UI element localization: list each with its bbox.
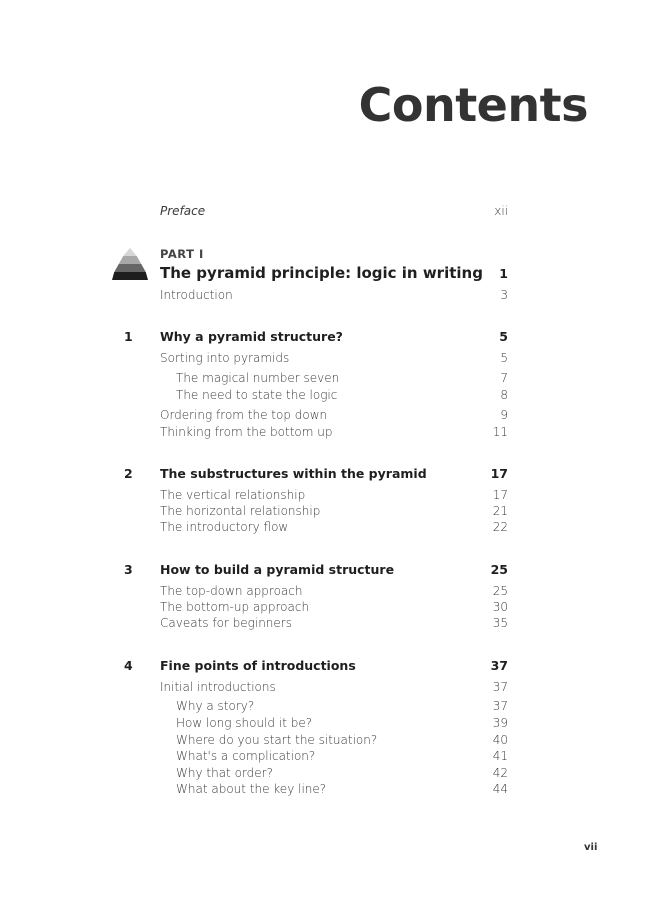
toc-entry-label: Why a story? (176, 699, 255, 713)
toc-entry-label: What about the key line? (176, 782, 327, 796)
toc-entry-page: 17 (492, 488, 508, 502)
toc-entry-page: 22 (492, 520, 508, 534)
toc-entry-page: 25 (492, 584, 508, 598)
toc-entry-page: 3 (500, 288, 508, 302)
toc-entry-label: The introductory flow (160, 520, 289, 534)
toc-entry[interactable] (176, 765, 508, 781)
chapter-number: 4 (124, 658, 133, 673)
chapter-title: The substructures within the pyramid (160, 466, 427, 481)
toc-entry-page: 5 (500, 351, 508, 365)
toc-entry[interactable] (176, 748, 508, 764)
toc-entry[interactable] (176, 387, 508, 403)
toc-entry-page: 9 (500, 408, 508, 422)
toc-chapter-2[interactable] (160, 466, 508, 482)
toc-entry-label: How long should it be? (176, 716, 313, 730)
toc-entry[interactable] (176, 732, 508, 748)
chapter-page: 17 (490, 466, 508, 481)
toc-entry-page: 37 (492, 680, 508, 694)
toc-entry-page: 37 (492, 699, 508, 713)
toc-part-1[interactable] (160, 263, 508, 284)
toc-entry[interactable] (176, 781, 508, 797)
toc-entry-label: The need to state the logic (176, 388, 338, 402)
toc-entry-label: Sorting into pyramids (160, 351, 290, 365)
chapter-title: How to build a pyramid structure (160, 562, 395, 577)
toc-entry-label: Preface (160, 204, 206, 218)
toc-entry[interactable] (176, 715, 508, 731)
pyramid-icon (112, 248, 148, 280)
toc-entry[interactable] (160, 424, 508, 440)
toc-entry[interactable] (160, 350, 508, 366)
toc-entry[interactable] (176, 370, 508, 386)
toc-entry-label: Introduction (160, 288, 233, 302)
chapter-title: Why a pyramid structure? (160, 329, 343, 344)
toc-entry-label: The horizontal relationship (160, 504, 321, 518)
toc-entry-page: 40 (492, 733, 508, 747)
chapter-title: Fine points of introductions (160, 658, 356, 673)
toc-entry-label: The top-down approach (160, 584, 303, 598)
toc-entry-introduction[interactable] (160, 287, 508, 303)
toc-chapter-3[interactable] (160, 562, 508, 578)
chapter-page: 37 (490, 658, 508, 673)
chapter-number: 2 (124, 466, 133, 481)
toc-entry-page: 30 (492, 600, 508, 614)
toc-entry[interactable] (160, 519, 508, 535)
toc-entry-label: Thinking from the bottom up (160, 425, 333, 439)
toc-entry-label: Initial introductions (160, 680, 276, 694)
toc-entry-label: Caveats for beginners (160, 616, 292, 630)
toc-entry-page: 11 (492, 425, 508, 439)
toc-entry[interactable] (160, 679, 508, 695)
toc-entry-label: The magical number seven (176, 371, 340, 385)
chapter-page: 5 (499, 329, 508, 344)
part-page: 1 (499, 266, 508, 281)
toc-chapter-1[interactable] (160, 329, 508, 345)
part-label: PART I (160, 247, 204, 261)
toc-entry[interactable] (160, 503, 508, 519)
toc-entry-label: Ordering from the top down (160, 408, 328, 422)
toc-entry-label: The bottom-up approach (160, 600, 310, 614)
toc-entry[interactable] (160, 599, 508, 615)
toc-entry[interactable] (160, 487, 508, 503)
toc-entry-page: 41 (492, 749, 508, 763)
chapter-number: 1 (124, 329, 133, 344)
toc-entry-page: 8 (500, 388, 508, 402)
toc-chapter-4[interactable] (160, 658, 508, 674)
toc-entry[interactable] (160, 615, 508, 631)
toc-entry-page: 21 (492, 504, 508, 518)
toc-entry-label: What's a complication? (176, 749, 316, 763)
page-title: Contents (358, 78, 588, 132)
toc-entry[interactable] (160, 583, 508, 599)
chapter-page: 25 (490, 562, 508, 577)
toc-entry-page: 35 (492, 616, 508, 630)
page-number: vii (584, 842, 598, 853)
toc-entry-page: 39 (492, 716, 508, 730)
toc-entry-label: The vertical relationship (160, 488, 306, 502)
toc-entry-preface[interactable] (160, 203, 508, 219)
toc-entry-label: Why that order? (176, 766, 273, 780)
toc-entry[interactable] (176, 698, 508, 714)
toc-entry-label: Where do you start the situation? (176, 733, 378, 747)
toc-entry-page: 42 (492, 766, 508, 780)
toc-entry-page: xii (494, 204, 508, 218)
chapter-number: 3 (124, 562, 133, 577)
part-title: The pyramid principle: logic in writing (160, 264, 483, 282)
toc-entry-page: 7 (500, 371, 508, 385)
toc-entry-page: 44 (492, 782, 508, 796)
toc-entry[interactable] (160, 407, 508, 423)
